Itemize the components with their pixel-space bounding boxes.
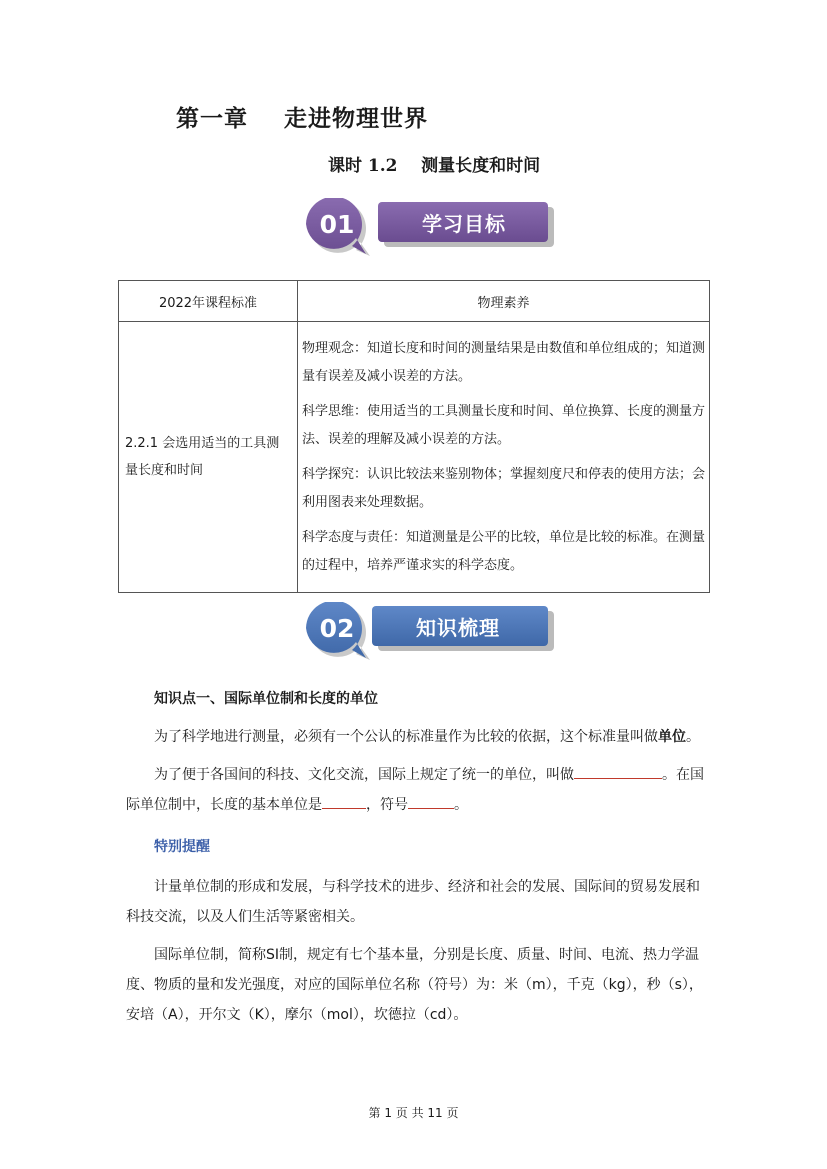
- section-banner-knowledge: [300, 602, 560, 662]
- physics-literacy-cell: [298, 322, 710, 593]
- knowledge-point-title: 知识点一、国际单位制和长度的单位: [154, 691, 378, 707]
- goals-table: [118, 280, 710, 593]
- banner-label: 知识梳理: [416, 616, 500, 640]
- tip-paragraph-1: 计量单位制的形成和发展，与科学技术的进步、经济和社会的发展、国际间的贸易发展和科技交流，以及人们生活等紧密相关。: [126, 879, 700, 925]
- banner-number: 02: [319, 614, 355, 643]
- bold-term-unit: 单位: [658, 729, 686, 745]
- literacy-inquiry: 科学探究：认识比较法来鉴别物体；掌握刻度尺和停表的使用方法；会利用图表来处理数据。: [302, 466, 706, 510]
- page-footer: 第 1 页 共 11 页: [368, 1106, 459, 1120]
- paragraph-si-units: [126, 760, 704, 820]
- paragraph-text: 。在国际单位制中，长度的基本单位是: [126, 767, 704, 813]
- tip-paragraph-2: 国际单位制，简称SI制，规定有七个基本量，分别是长度、质量、时间、电流、热力学温度、物质的量和发光强度，对应的国际单位名称（符号）为：米（m），千克（kg），秒（s），安培（A），开尔文（K），摩尔（mol），坎德拉（cd）。: [126, 947, 703, 1023]
- banner-label: 学习目标: [422, 212, 506, 236]
- paragraph-text: 为了便于各国间的科技、文化交流，国际上规定了统一的单位，叫做: [154, 767, 574, 783]
- table-header-standard: 2022年课程标准: [119, 281, 298, 322]
- paragraph-text: ，符号: [366, 797, 408, 813]
- fill-blank[interactable]: [322, 792, 366, 809]
- special-tip-title: 特别提醒: [154, 839, 210, 855]
- curriculum-standard-cell: 2.2.1 会选用适当的工具测量长度和时间: [119, 322, 298, 593]
- paragraph-unit-definition: [126, 722, 704, 752]
- literacy-concept: 物理观念：知道长度和时间的测量结果是由数值和单位组成的；知道测量有误差及减小误差的方法。: [302, 340, 706, 384]
- paragraph-text: 。: [686, 729, 700, 745]
- table-header-row: [119, 281, 710, 322]
- table-row: [119, 322, 710, 593]
- lesson-title: 课时 1.2 测量长度和时间: [328, 156, 541, 176]
- fill-blank[interactable]: [408, 792, 454, 809]
- section-banner-learning-goals: [300, 198, 560, 258]
- chapter-title: 第一章 走进物理世界: [176, 105, 429, 132]
- knowledge-section: [126, 684, 704, 1030]
- fill-blank[interactable]: [574, 762, 662, 779]
- paragraph-text: 。: [454, 797, 468, 813]
- literacy-attitude: 科学态度与责任：知道测量是公平的比较，单位是比较的标准。在测量的过程中，培养严谨求实的科学态度。: [302, 529, 706, 573]
- paragraph-text: 为了科学地进行测量，必须有一个公认的标准量作为比较的依据，这个标准量叫做: [154, 729, 658, 745]
- banner-number: 01: [319, 210, 355, 239]
- table-header-literacy: 物理素养: [298, 281, 710, 322]
- literacy-thinking: 科学思维：使用适当的工具测量长度和时间、单位换算、长度的测量方法、误差的理解及减小误差的方法。: [302, 403, 706, 447]
